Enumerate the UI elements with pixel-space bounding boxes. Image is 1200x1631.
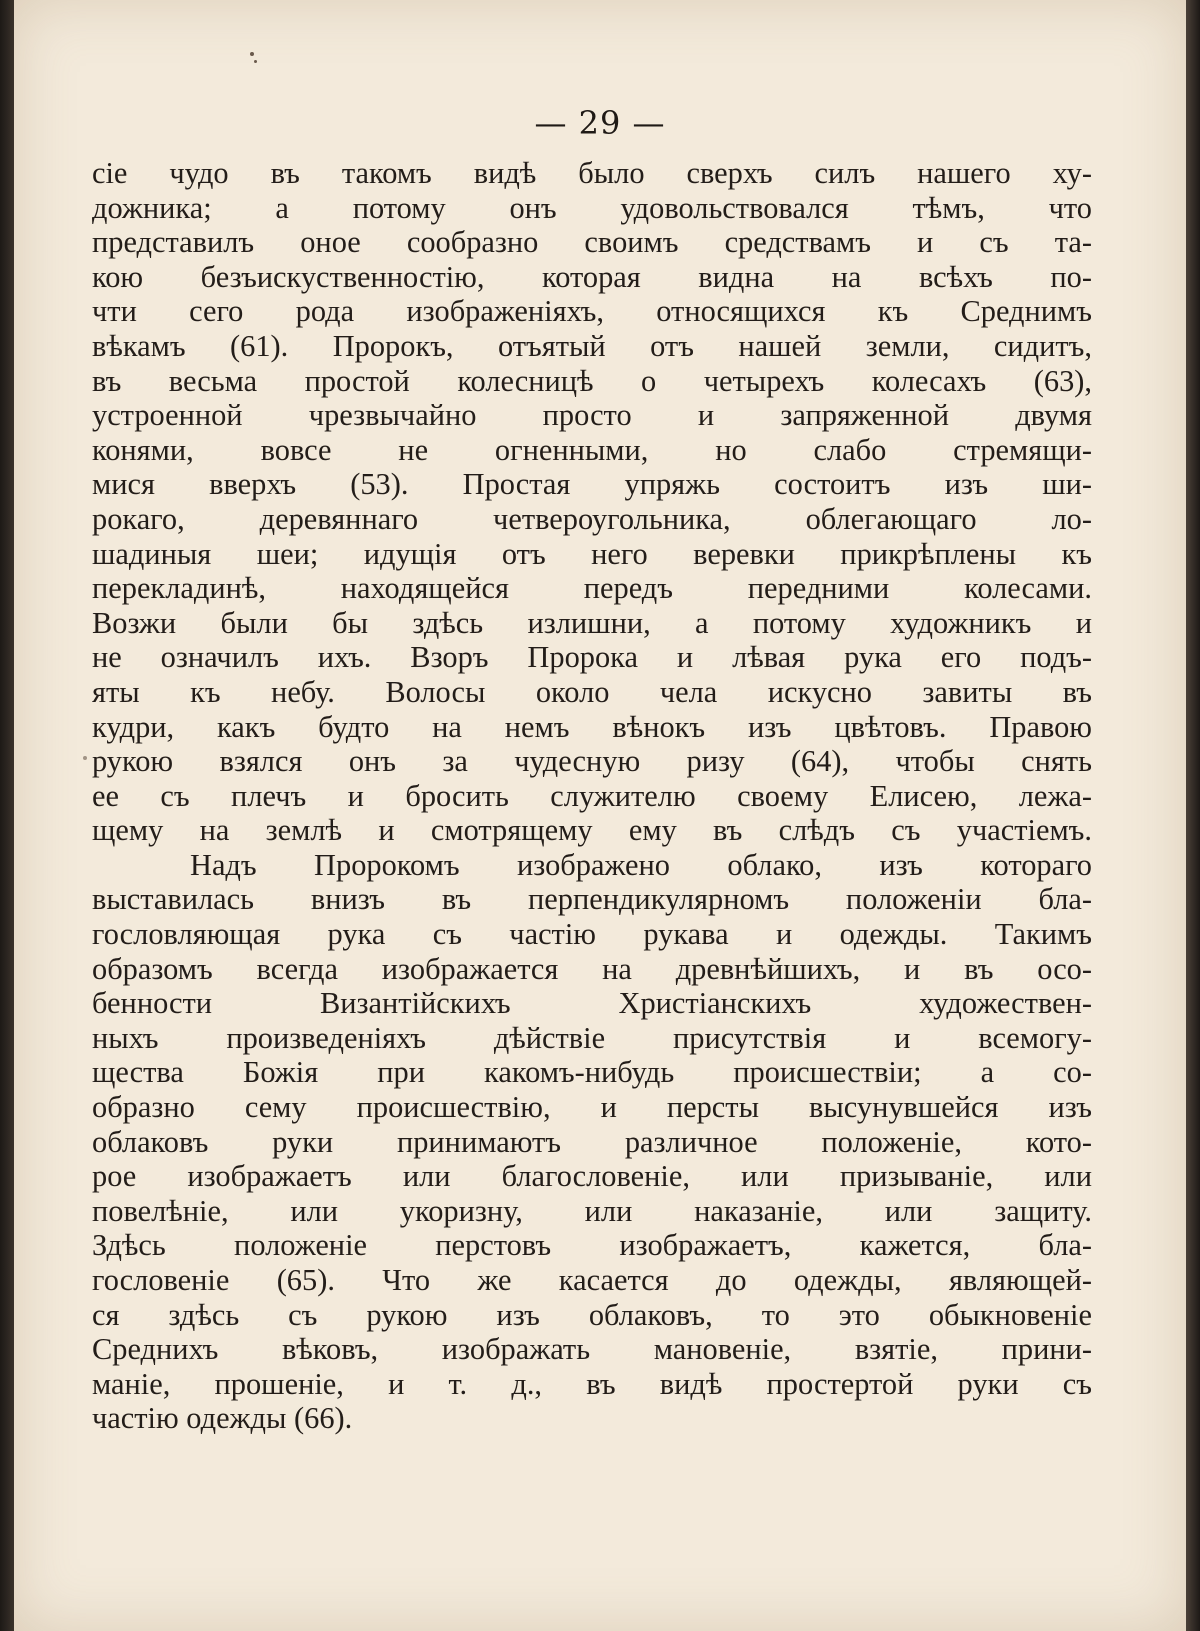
page-edge-left — [0, 0, 14, 1631]
text-line: кою безъискуственностію, которая видна на всѣхъ по- — [92, 259, 1092, 294]
text-line: рое изображаетъ или благословеніе, или призываніе, или — [92, 1159, 1092, 1194]
text-line: образно сему происшествію, и персты высунувшейся изъ — [92, 1090, 1092, 1125]
text-line: не означилъ ихъ. Взоръ Пророка и лѣвая рука его подъ- — [92, 640, 1092, 675]
ink-speck — [254, 60, 257, 63]
text-line: ся здѣсь съ рукою изъ облаковъ, то это обыкновеніе — [92, 1297, 1092, 1332]
text-line: шадиныя шеи; идущія отъ него веревки прикрѣплены къ — [92, 536, 1092, 571]
text-line: устроенной чрезвычайно просто и запряженной двумя — [92, 398, 1092, 433]
text-line: гословеніе (65). Что же касается до одежды, являющей- — [92, 1263, 1092, 1297]
ink-speck — [83, 756, 87, 760]
text-line: гословляющая рука съ частію рукава и одежды. Такимъ — [92, 917, 1092, 952]
text-line: ныхъ произведеніяхъ дѣйствіе присутствія и всемогу- — [92, 1020, 1092, 1055]
page-number: — 29 — — [534, 104, 666, 142]
text-line: рукою взялся онъ за чудесную ризу (64), чтобы снять — [92, 744, 1092, 779]
text-line: Здѣсь положеніе перстовъ изображаетъ, кажется, бла- — [92, 1228, 1092, 1263]
text-line: представилъ оное сообразно своимъ средствамъ и съ та- — [92, 225, 1092, 260]
page-edge-right — [1186, 0, 1200, 1631]
text-line: рокаго, деревяннаго четвероугольника, облегающаго ло- — [92, 501, 1092, 536]
text-line: ее съ плечъ и бросить служителю своему Елисею, лежа- — [92, 778, 1092, 813]
text-line: выставилась внизъ въ перпендикулярномъ положеніи бла- — [92, 882, 1092, 917]
text-line: повелѣніе, или укоризну, или наказаніе, или защиту. — [92, 1193, 1092, 1228]
text-line: вѣкамъ (61). Пророкъ, отъятый отъ нашей земли, сидитъ, — [92, 328, 1092, 363]
body-text — [92, 156, 1092, 1436]
text-line: Возжи были бы здѣсь излишни, а потому художникъ и — [92, 605, 1092, 640]
text-line: облаковъ руки принимаютъ различное положеніе, кото- — [92, 1124, 1092, 1159]
text-line-last: частію одежды (66). — [92, 1401, 353, 1436]
text-line: конями, вовсе не огненными, но слабо стремящи- — [92, 432, 1092, 467]
text-line: щему на землѣ и смотрящему ему въ слѣдъ съ участіемъ. — [92, 813, 1092, 848]
text-line: мися вверхъ (53). Простая упряжь состоитъ изъ ши- — [92, 467, 1092, 502]
text-line: образомъ всегда изображается на древнѣйшихъ, и въ осо- — [92, 951, 1092, 986]
text-line: яты къ небу. Волосы около чела искусно завиты въ — [92, 674, 1092, 709]
ink-speck — [250, 52, 254, 56]
paragraph-start-line: Надъ Пророкомъ изображено облако, изъ котораго — [190, 847, 1092, 882]
text-line: въ весьма простой колесницѣ о четырехъ колесахъ (63), — [92, 363, 1092, 398]
text-line: маніе, прошеніе, и т. д., въ видѣ простертой руки съ — [92, 1366, 1092, 1401]
text-line: дожника; а потому онъ удовольствовался тѣмъ, что — [92, 190, 1092, 225]
text-line: сіе чудо въ такомъ видѣ было сверхъ силъ нашего ху- — [92, 156, 1092, 190]
text-line: чти сего рода изображеніяхъ, относящихся къ Среднимъ — [92, 294, 1092, 329]
text-line: бенности Византійскихъ Христіанскихъ художествен- — [92, 986, 1092, 1021]
book-page — [14, 0, 1186, 1631]
text-line: кудри, какъ будто на немъ вѣнокъ изъ цвѣтовъ. Правою — [92, 709, 1092, 744]
text-line: щества Божія при какомъ-нибудь происшествіи; а со- — [92, 1055, 1092, 1090]
text-line: перекладинѣ, находящейся передъ передними колесами. — [92, 571, 1092, 606]
text-line: Среднихъ вѣковъ, изображать мановеніе, взятіе, прини- — [92, 1332, 1092, 1367]
